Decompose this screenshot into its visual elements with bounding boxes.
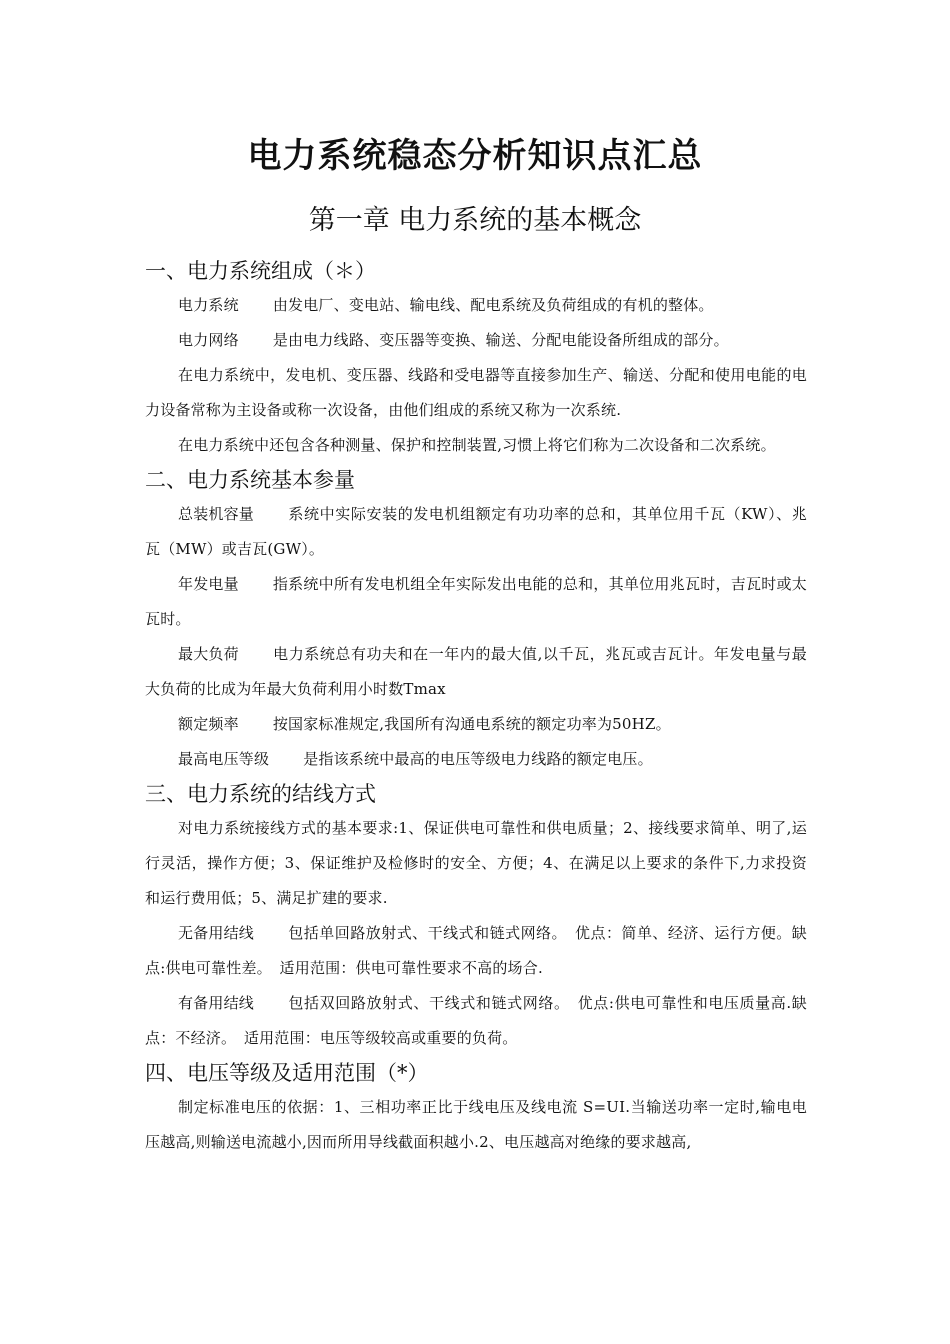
paragraph: [145, 428, 807, 463]
chapter-heading: 第一章 电力系统的基本概念: [308, 205, 642, 236]
paragraph-text: 在电力系统中还包含各种测量、保护和控制装置,习惯上将它们称为二次设备和二次系统。: [178, 436, 776, 454]
paragraph: [145, 358, 807, 428]
section-heading: 一、电力系统组成（＊）: [145, 259, 376, 283]
document-title: 电力系统稳态分析知识点汇总: [247, 136, 703, 176]
term-label: 最大负荷: [178, 645, 239, 663]
term-label: 年发电量: [178, 575, 239, 593]
term-label: 无备用结线: [178, 924, 255, 942]
section-heading: 四、电压等级及适用范围（*）: [145, 1061, 429, 1085]
term-label: 有备用结线: [178, 994, 255, 1012]
term-label: 总装机容量: [178, 505, 255, 523]
paragraph: [145, 986, 807, 1056]
term-label: 电力系统: [178, 296, 239, 314]
paragraph-text: 电力系统总有功夫和在一年内的最大值,以千瓦，兆瓦或吉瓦计。年发电量与最大负荷的比成为年最大负荷利用小时数Tmax: [145, 645, 807, 698]
term-label: 额定频率: [178, 715, 239, 733]
paragraph: [145, 707, 807, 742]
paragraph: [145, 637, 807, 707]
paragraph-text: 包括双回路放射式、干线式和链式网络。 优点:供电可靠性和电压质量高.缺点：不经济。 适用范围：电压等级较高或重要的负荷。: [145, 994, 807, 1047]
document-body: [145, 254, 807, 1160]
paragraph: [145, 288, 807, 323]
term-label: 最高电压等级: [178, 750, 270, 768]
paragraph-text: 按国家标准规定,我国所有沟通电系统的额定功率为50HZ。: [272, 715, 671, 733]
paragraph-text: 是由电力线路、变压器等变换、输送、分配电能设备所组成的部分。: [272, 331, 729, 349]
paragraph: [145, 1090, 807, 1160]
paragraph-text: 是指该系统中最高的电压等级电力线路的额定电压。: [303, 750, 653, 768]
paragraph: [145, 742, 807, 777]
paragraph-text: 制定标准电压的依据：1、三相功率正比于线电压及线电流 S=UI.当输送功率一定时,输电电压越高,则输送电流越小,因而所用导线截面积越小.2、电压越高对绝缘的要求越高,: [145, 1098, 807, 1151]
paragraph-text: 由发电厂、变电站、输电线、配电系统及负荷组成的有机的整体。: [272, 296, 714, 314]
paragraph-text: 指系统中所有发电机组全年实际发出电能的总和，其单位用兆瓦时，吉瓦时或太瓦时。: [145, 575, 807, 628]
paragraph: [145, 811, 807, 916]
paragraph: [145, 916, 807, 986]
paragraph: [145, 567, 807, 637]
section-heading: 三、电力系统的结线方式: [145, 782, 376, 806]
paragraph-text: 对电力系统接线方式的基本要求:1、保证供电可靠性和供电质量；2、接线要求简单、明了,运行灵活，操作方便；3、保证维护及检修时的安全、方便；4、在满足以上要求的条件下,力求投资和运行费用低；5、满足扩建的要求.: [145, 819, 807, 907]
paragraph-text: 在电力系统中，发电机、变压器、线路和受电器等直接参加生产、输送、分配和使用电能的电力设备常称为主设备或称一次设备，由他们组成的系统又称为一次系统.: [145, 366, 807, 419]
paragraph: [145, 323, 807, 358]
paragraph-text: 包括单回路放射式、干线式和链式网络。 优点：简单、经济、运行方便。缺点:供电可靠性差。 适用范围：供电可靠性要求不高的场合.: [145, 924, 807, 977]
section-heading: 二、电力系统基本参量: [145, 468, 355, 492]
paragraph: [145, 497, 807, 567]
paragraph-text: 系统中实际安装的发电机组额定有功功率的总和，其单位用千瓦（KW）、兆瓦（MW）或吉瓦(GW）。: [145, 505, 807, 558]
term-label: 电力网络: [178, 331, 239, 349]
